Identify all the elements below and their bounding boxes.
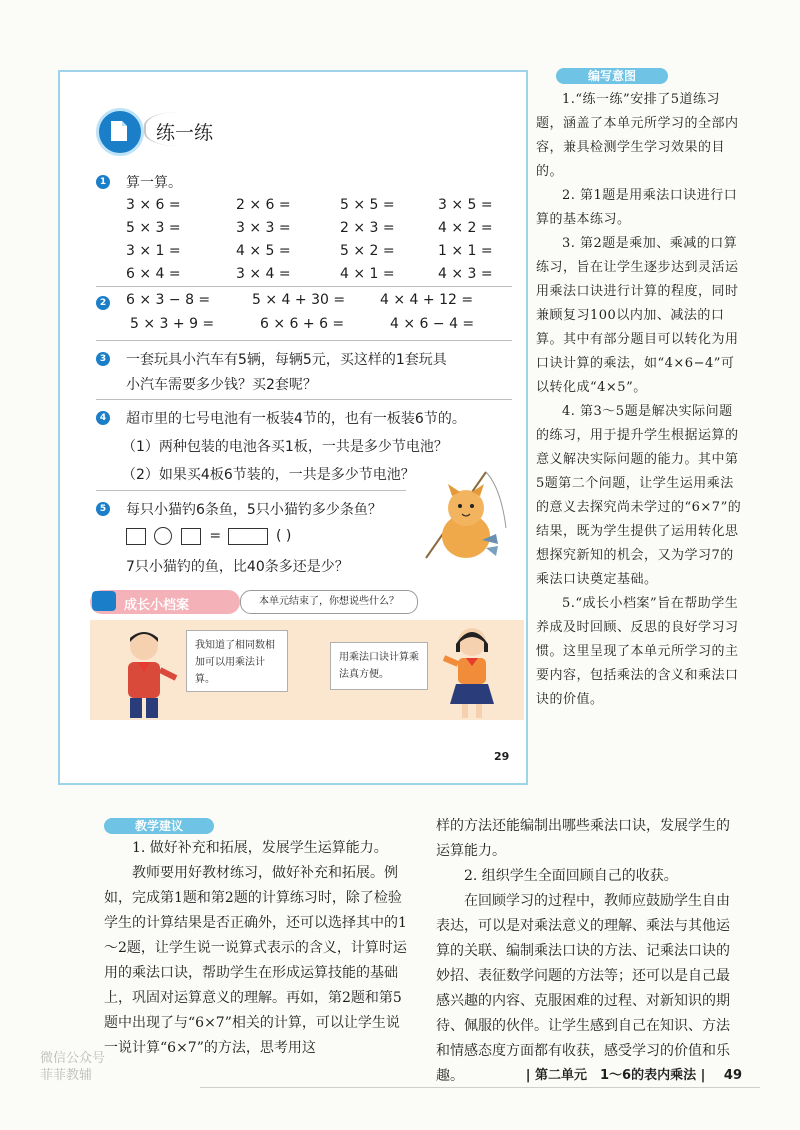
growth-archive-label: 成长小档案: [124, 598, 190, 613]
q5-answer-template: = ( ): [126, 527, 291, 545]
fishing-cat-illustration: [416, 468, 516, 568]
q1-expression: 5 × 5 =: [340, 197, 395, 213]
blank-box: [126, 528, 146, 545]
advice-heading: 教学建议: [104, 818, 214, 834]
divider: [96, 340, 512, 341]
textbook-page: [58, 70, 528, 785]
intent-paragraph: 4. 第3～5题是解决实际问题的练习，用于提升学生根据运算的意义解决实际问题的能力。其中第5题第二个问题，让学生运用乘法的意义去探究尚未学过的“6×7”的结果，既为学生提供了运用转化思想探究新知的机会，又为学习7的乘法口诀奠定基础。: [536, 404, 742, 587]
q1-expression: 1 × 1 =: [438, 243, 493, 259]
divider: [96, 490, 406, 491]
q1-expression: 4 × 2 =: [438, 220, 493, 236]
advice-paragraph: 样的方法还能编制出哪些乘法口诀，发展学生的运算能力。: [436, 818, 730, 859]
advice-paragraph: 2. 组织学生全面回顾自己的收获。: [464, 868, 678, 884]
q5-line: 7只小猫钓的鱼，比40条多还是少？: [126, 559, 349, 575]
advice-left-column: [104, 836, 410, 1061]
q2-expression: 5 × 3 + 9 =: [130, 316, 215, 332]
folder-icon: [92, 591, 116, 611]
q1-expression: 5 × 3 =: [126, 220, 181, 236]
watermark: [40, 1050, 105, 1084]
blank-circle: [154, 527, 172, 545]
footer-divider: [200, 1087, 760, 1088]
q1-expression: 3 × 3 =: [236, 220, 291, 236]
boy-speech: 我知道了相同数相加可以用乘法计算。: [186, 630, 288, 692]
watermark-line: 菲菲教辅: [40, 1068, 93, 1083]
footer-unit: [526, 1064, 742, 1083]
unit-title: | 第二单元 1～6的表内乘法 |: [525, 1068, 706, 1083]
q4-line: 超市里的七号电池有一板装4节的，也有一板装6节的。: [126, 411, 466, 427]
q2-expression: 6 × 6 + 6 =: [260, 316, 345, 332]
advice-right-column: [436, 814, 742, 1089]
page-number: 29: [494, 750, 510, 763]
q1-expression: 6 × 4 =: [126, 266, 181, 282]
intent-paragraph: 5.“成长小档案”旨在帮助学生养成及时回顾、反思的良好学习习惯。这里呈现了本单元所学习的主要内容，包括乘法的含义和乘法口诀的价值。: [536, 596, 739, 707]
q1-expression: 4 × 3 =: [438, 266, 493, 282]
document-icon: [96, 108, 144, 156]
intent-paragraph: 3. 第2题是乘加、乘减的口算练习，旨在让学生逐步达到灵活运用乘法口诀进行计算的程度，同时兼顾复习100以内加、减法的口算。其中有部分题目可以转化为用口诀计算的乘法，如“4×6−4”可以转化成“4×5”。: [536, 236, 739, 395]
question-number: 5: [96, 502, 110, 516]
question-number: 1: [96, 175, 110, 189]
blank-box: [181, 528, 201, 545]
advice-paragraph: 在回顾学习的过程中，教师应鼓励学生自由表达，可以是对乘法意义的理解、乘法与其他运算的关联、编制乘法口诀的方法、记乘法口诀的妙招、表征数学问题的方法等；还可以是自己最感兴趣的内容、克服困难的过程、对新知识的期待、佩服的伙伴。让学生感到自己在知识、方法和情感态度方面都有收获，感受学习的价值和乐趣。: [436, 893, 730, 1084]
q3-line: 一套玩具小汽车有5辆，每辆5元，买这样的1套玩具: [126, 352, 447, 368]
watermark-line: 微信公众号: [40, 1051, 106, 1066]
intent-heading: 编写意图: [556, 68, 668, 84]
q4-sub: （1）两种包装的电池各买1板，一共是多少节电池？: [122, 439, 448, 455]
unit-paren: ( ): [276, 528, 292, 544]
q1-prompt: 算一算。: [126, 175, 182, 191]
divider: [96, 286, 512, 287]
prompt-bubble: 本单元结束了，你想说些什么？: [240, 590, 418, 614]
girl-speech: 用乘法口诀计算乘法真方便。: [330, 642, 428, 690]
advice-paragraph: 1. 做好补充和拓展，发展学生运算能力。: [132, 840, 388, 856]
question-number: 4: [96, 411, 110, 425]
footer-page-number: 49: [723, 1068, 742, 1083]
q2-expression: 4 × 6 − 4 =: [390, 316, 475, 332]
q1-expression: 4 × 5 =: [236, 243, 291, 259]
question-number: 3: [96, 352, 110, 366]
intent-paragraph: 1.“练一练”安排了5道练习题，涵盖了本单元所学习的全部内容，兼具检测学生学习效果的目的。: [536, 92, 739, 179]
q5-line: 每只小猫钓6条鱼，5只小猫钓多少条鱼？: [126, 502, 382, 518]
q1-expression: 2 × 3 =: [340, 220, 395, 236]
q1-expression: 5 × 2 =: [340, 243, 395, 259]
growth-archive-bar: [60, 587, 530, 617]
q2-expression: 4 × 4 + 12 =: [380, 292, 474, 308]
q1-expression: 3 × 6 =: [126, 197, 181, 213]
practice-title: 练一练: [156, 122, 214, 144]
intent-paragraph: 2. 第1题是用乘法口诀进行口算的基本练习。: [536, 188, 738, 227]
q2-expression: 6 × 3 − 8 =: [126, 292, 211, 308]
q3-line: 小汽车需要多少钱？买2套呢？: [126, 377, 317, 393]
question-number: 2: [96, 296, 110, 310]
growth-archive-panel: [90, 620, 524, 720]
advice-paragraph: 教师要用好教材练习，做好补充和拓展。例如，完成第1题和第2题的计算练习时，除了检验学生的计算结果是否正确外，还可以选择其中的1～2题，让学生说一说算式表示的含义，计算时运用的乘法口诀，帮助学生在形成运算技能的基础上，巩固对运算意义的理解。再如，第2题和第5题中出现了与“6×7”相关的计算，可以让学生说一说计算“6×7”的方法，思考用这: [104, 865, 407, 1056]
intent-text: [536, 88, 746, 712]
divider: [96, 399, 512, 400]
q1-expression: 3 × 5 =: [438, 197, 493, 213]
girl-illustration: [436, 624, 506, 720]
q2-expression: 5 × 4 + 30 =: [252, 292, 346, 308]
q1-expression: 3 × 4 =: [236, 266, 291, 282]
q1-expression: 2 × 6 =: [236, 197, 291, 213]
q1-expression: 3 × 1 =: [126, 243, 181, 259]
q4-sub: （2）如果买4板6节装的，一共是多少节电池？: [122, 467, 415, 483]
boy-illustration: [110, 628, 180, 720]
blank-answer-box: [228, 528, 268, 545]
q1-expression: 4 × 1 =: [340, 266, 395, 282]
